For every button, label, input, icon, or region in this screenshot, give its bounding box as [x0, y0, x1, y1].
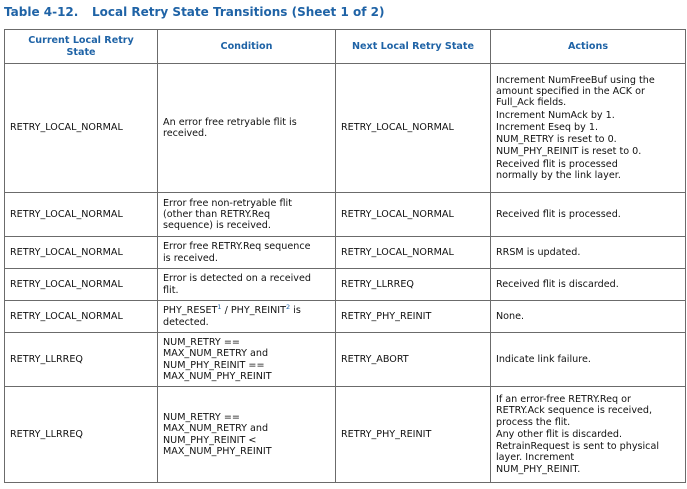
header-actions: Actions: [491, 30, 686, 64]
actions-cell: Received flit is processed.: [491, 193, 686, 237]
condition-cell: PHY_RESET$^1$ / PHY_REINIT$^2$ is detected.: [158, 301, 336, 333]
header-current-state: Current Local Retry State: [5, 30, 158, 64]
condition-cell: Error free non-retryable flit (other than RETRY.Req sequence) is received.: [158, 193, 336, 237]
header-condition: Condition: [158, 30, 336, 64]
condition-cell: Error is detected on a received flit.: [158, 269, 336, 301]
next-state-cell: RETRY_LOCAL_NORMAL: [336, 193, 491, 237]
condition-cell: An error free retryable flit is received.: [158, 64, 336, 193]
table-row: [5, 387, 686, 483]
current-state-cell: RETRY_LOCAL_NORMAL: [5, 193, 158, 237]
actions-cell: Received flit is discarded.: [491, 269, 686, 301]
table-row: [5, 301, 686, 333]
action-item: Increment NumFreeBuf using the amount specified in the ACK or Full_Ack fields.: [496, 75, 655, 109]
table-title: Local Retry State Transitions (Sheet 1 of 2): [92, 5, 385, 19]
current-state-cell: RETRY_LLRREQ: [5, 333, 158, 387]
header-next-state: Next Local Retry State: [336, 30, 491, 64]
table-row: [5, 237, 686, 269]
table-caption: [4, 2, 384, 22]
retry-state-table: [4, 29, 686, 483]
table-row: [5, 333, 686, 387]
next-state-cell: RETRY_PHY_REINIT: [336, 301, 491, 333]
table-row: [5, 64, 686, 193]
action-item: If an error-free RETRY.Req or RETRY.Ack sequence is received, process the flit.: [496, 394, 653, 428]
action-item: Any other flit is discarded.: [496, 428, 623, 440]
current-state-cell: RETRY_LOCAL_NORMAL: [5, 64, 158, 193]
next-state-cell: RETRY_LOCAL_NORMAL: [336, 64, 491, 193]
footnote-ref: 2: [285, 303, 291, 312]
header-row: [5, 30, 686, 64]
actions-cell: None.: [491, 301, 686, 333]
next-state-cell: RETRY_LOCAL_NORMAL: [336, 237, 491, 269]
next-state-cell: RETRY_ABORT: [336, 333, 491, 387]
action-item: Increment Eseq by 1.: [496, 121, 599, 133]
action-item: RetrainRequest is sent to physical layer. Increment NUM_PHY_REINIT.: [496, 441, 660, 475]
actions-cell: [491, 64, 686, 193]
actions-cell: Indicate link failure.: [491, 333, 686, 387]
action-item: Received flit is processed normally by the link layer.: [496, 158, 621, 181]
actions-cell: RRSM is updated.: [491, 237, 686, 269]
condition-cell: NUM_RETRY == MAX_NUM_RETRY and NUM_PHY_REINIT == MAX_NUM_PHY_REINIT: [158, 333, 336, 387]
action-item: NUM_PHY_REINIT is reset to 0.: [496, 146, 642, 158]
next-state-cell: RETRY_LLRREQ: [336, 269, 491, 301]
condition-cell: Error free RETRY.Req sequence is received.: [158, 237, 336, 269]
table-row: [5, 193, 686, 237]
current-state-cell: RETRY_LOCAL_NORMAL: [5, 269, 158, 301]
footnote-ref: 1: [217, 303, 222, 312]
current-state-cell: RETRY_LLRREQ: [5, 387, 158, 483]
current-state-cell: RETRY_LOCAL_NORMAL: [5, 237, 158, 269]
action-item: Increment NumAck by 1.: [496, 109, 615, 121]
table-row: [5, 269, 686, 301]
condition-cell: NUM_RETRY == MAX_NUM_RETRY and NUM_PHY_REINIT < MAX_NUM_PHY_REINIT: [158, 387, 336, 483]
current-state-cell: RETRY_LOCAL_NORMAL: [5, 301, 158, 333]
actions-cell: [491, 387, 686, 483]
table-number: Table 4-12.: [4, 5, 79, 19]
next-state-cell: RETRY_PHY_REINIT: [336, 387, 491, 483]
action-item: NUM_RETRY is reset to 0.: [496, 134, 617, 146]
